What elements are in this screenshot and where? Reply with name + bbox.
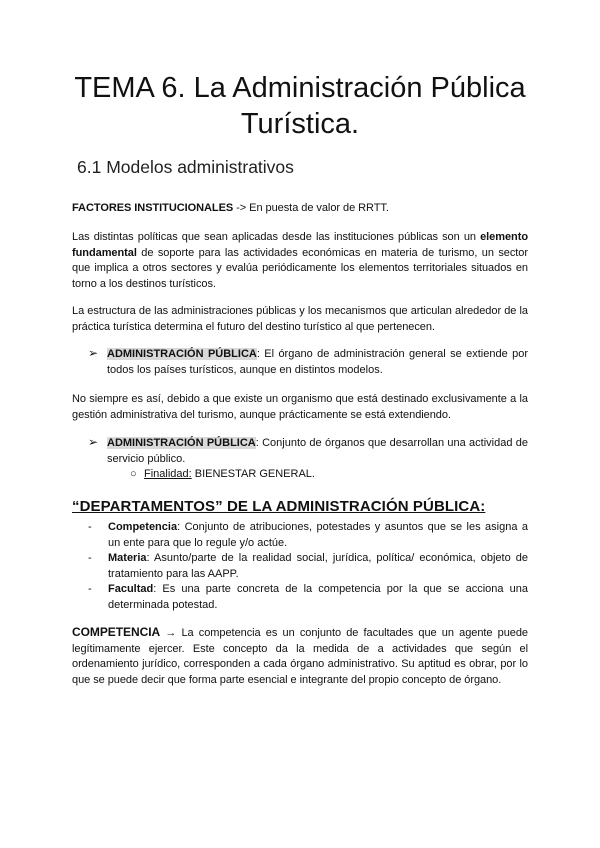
competencia-text: → La competencia es un conjunto de facultades que un agente puede legítimamente ejercer. Este concepto da la medida de a actividades que según el ordenamiento jurídico, corresponden a cada órgano administrativo. Su aptitud es obrar, por lo que se puede decir que forma parte esencial e integrante del propio concepto de órgano. (72, 627, 528, 686)
item-label: Materia (108, 552, 147, 564)
dash-marker: - (88, 521, 92, 533)
dash-marker: - (88, 552, 92, 564)
paragraph-politicas (72, 230, 528, 292)
list-item (88, 520, 528, 551)
departamentos-heading: “DEPARTAMENTOS” DE LA ADMINISTRACIÓN PÚBLICA: (72, 498, 486, 515)
factores-label: FACTORES INSTITUCIONALES (72, 202, 234, 214)
bullet-administracion-1 (88, 347, 528, 378)
bullet2-text (107, 436, 528, 467)
competencia-paragraph (72, 625, 528, 688)
para1-before: Las distintas políticas que sean aplicadas desde las instituciones públicas son un (72, 231, 481, 243)
sub-item-finalidad (130, 467, 315, 483)
dash-marker: - (88, 583, 92, 595)
circle-bullet-icon: ○ (130, 468, 137, 480)
paragraph-estructura: La estructura de las administraciones públicas y los mecanismos que articulan alrededor de la práctica turística determina el futuro del destino turístico al que pertenecen. (72, 305, 528, 333)
item-text: : Es una parte concreta de la competencia por la que se acciona una determinada potestad. (108, 583, 528, 611)
arrow-bullet-icon: ➢ (88, 435, 99, 449)
bullet2-label: ADMINISTRACIÓN PÚBLICA (107, 437, 256, 449)
factores-paragraph (72, 201, 528, 217)
bullet-administracion-2 (88, 436, 528, 467)
finalidad-label: Finalidad: (144, 468, 192, 480)
bullet1-text (107, 347, 528, 378)
competencia-label: COMPETENCIA (72, 625, 161, 639)
finalidad-text: BIENESTAR GENERAL. (191, 468, 315, 480)
factores-text: -> En puesta de valor de RRTT. (233, 202, 389, 214)
list-item (88, 582, 528, 613)
para1-bold: elemento fundamental (72, 231, 528, 259)
list-item (88, 551, 528, 582)
bullet1-desc: : El órgano de administración general se extiende por todos los países turísticos, aunque en distintos modelos. (107, 348, 528, 376)
bullet2-desc: : Conjunto de órganos que desarrollan una actividad de servicio público. (107, 437, 528, 465)
page-title: TEMA 6. La Administración Pública Turística. (74, 72, 526, 140)
paragraph-no-siempre: No siempre es así, debido a que existe un organismo que está destinado exclusivamente a la gestión administrativa del turismo, aunque prácticamente se está extendiendo. (72, 393, 528, 421)
bullet1-label: ADMINISTRACIÓN PÚBLICA (107, 348, 257, 360)
item-text: : Asunto/parte de la realidad social, jurídica, política/ económica, objeto de tratamiento para las AAPP. (108, 552, 528, 580)
section-heading: 6.1 Modelos administrativos (77, 157, 294, 177)
item-label: Facultad (108, 583, 154, 595)
arrow-bullet-icon: ➢ (88, 346, 99, 360)
para1-after: de soporte para las actividades económicas en materia de turismo, un sector que implica a otros sectores y evalúa periódicamente los elementos territoriales situados en torno a los destinos turísticos. (72, 246, 528, 290)
item-label: Competencia (108, 521, 178, 533)
item-text: : Conjunto de atribuciones, potestades y asuntos que se les asigna a un ente para que lo regule y/o actúe. (108, 521, 528, 549)
dash-list (88, 520, 528, 613)
